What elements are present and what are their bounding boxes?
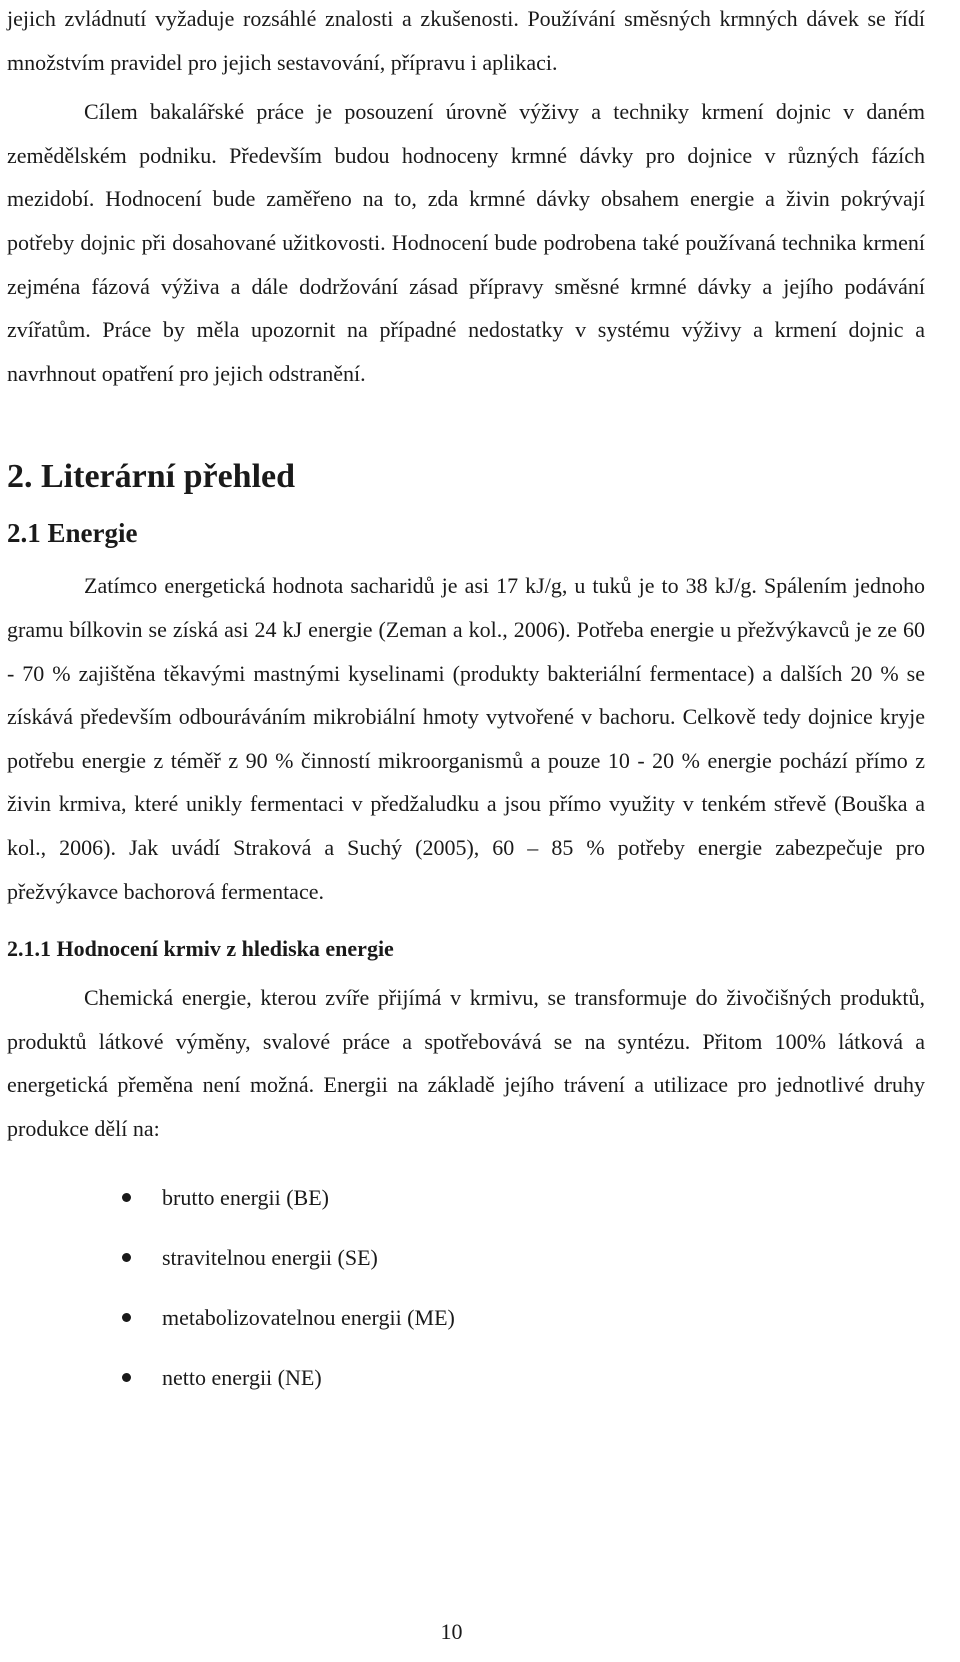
- goal-paragraph: Cílem bakalářské práce je posouzení úrovně výživy a techniky krmení dojnic v daném zemědělském podniku. Především budou hodnoceny krmné dávky pro dojnice v různých fázích mezidobí. Hodnocení bude zaměřeno na to, zda krmné dávky obsahem energie a živin pokrývají potřeby dojnic při dosahované užitkovosti. Hodnocení bude podrobena také používaná technika krmení zejména fázová výživa a dále dodržování zásad přípravy směsné krmné dávky a jejího podávání zvířatům. Práce by měla upozornit na případné nedostatky v systému výživy a krmení dojnic a navrhnout opatření pro jejich odstranění.: [7, 99, 925, 386]
- feed-energy-paragraph: Chemická energie, kterou zvíře přijímá v krmivu, se transformuje do živočišných produktů, produktů látkové výměny, svalové práce a spotřebovává se na syntézu. Přitom 100% látková a energetická přeměna není možná. Energii na základě jejího trávení a utilizace pro jednotlivé druhy produkce dělí na:: [7, 985, 925, 1141]
- bullet-icon: [122, 1193, 131, 1202]
- list-item: [7, 1288, 925, 1348]
- energy-types-list: [7, 1168, 925, 1408]
- document-page: [7, 0, 925, 1408]
- page-number: 10: [440, 1619, 463, 1644]
- subsection-heading: 2.1.1 Hodnocení krmiv z hlediska energie: [7, 936, 394, 962]
- list-item: [7, 1348, 925, 1408]
- list-item-label: metabolizovatelnou energii (ME): [162, 1305, 455, 1331]
- list-item-label: stravitelnou energii (SE): [162, 1245, 378, 1271]
- section-heading: 2.1 Energie: [7, 518, 138, 549]
- chapter-heading: 2. Literární přehled: [7, 458, 296, 496]
- intro-paragraph: jejich zvládnutí vyžaduje rozsáhlé znalosti a zkušenosti. Používání směsných krmných dávek se řídí množstvím pravidel pro jejich sestavování, přípravu i aplikaci.: [7, 6, 925, 75]
- list-item: [7, 1228, 925, 1288]
- list-item-label: brutto energii (BE): [162, 1185, 329, 1211]
- bullet-icon: [122, 1313, 131, 1322]
- bullet-icon: [122, 1373, 131, 1382]
- list-item-label: netto energii (NE): [162, 1365, 322, 1391]
- bullet-icon: [122, 1253, 131, 1262]
- list-item: [7, 1168, 925, 1228]
- energy-paragraph: Zatímco energetická hodnota sacharidů je asi 17 kJ/g, u tuků je to 38 kJ/g. Spálením jednoho gramu bílkovin se získá asi 24 kJ energie (Zeman a kol., 2006). Potřeba energie u přežvýkavců je ze 60 - 70 % zajištěna těkavými mastnými kyselinami (produkty bakteriální fermentace) a dalších 20 % se získává především odbouráváním mikrobiální hmoty vytvořené v bachoru. Celkově tedy dojnice kryje potřebu energie z téměř z 90 % činností mikroorganismů a pouze 10 - 20 % energie pochází přímo z živin krmiva, které unikly fermentaci v předžaludku a jsou přímo využity v tenkém střevě (Bouška a kol., 2006). Jak uvádí Straková a Suchý (2005), 60 – 85 % potřeby energie zabezpečuje pro přežvýkavce bachorová fermentace.: [7, 573, 925, 904]
